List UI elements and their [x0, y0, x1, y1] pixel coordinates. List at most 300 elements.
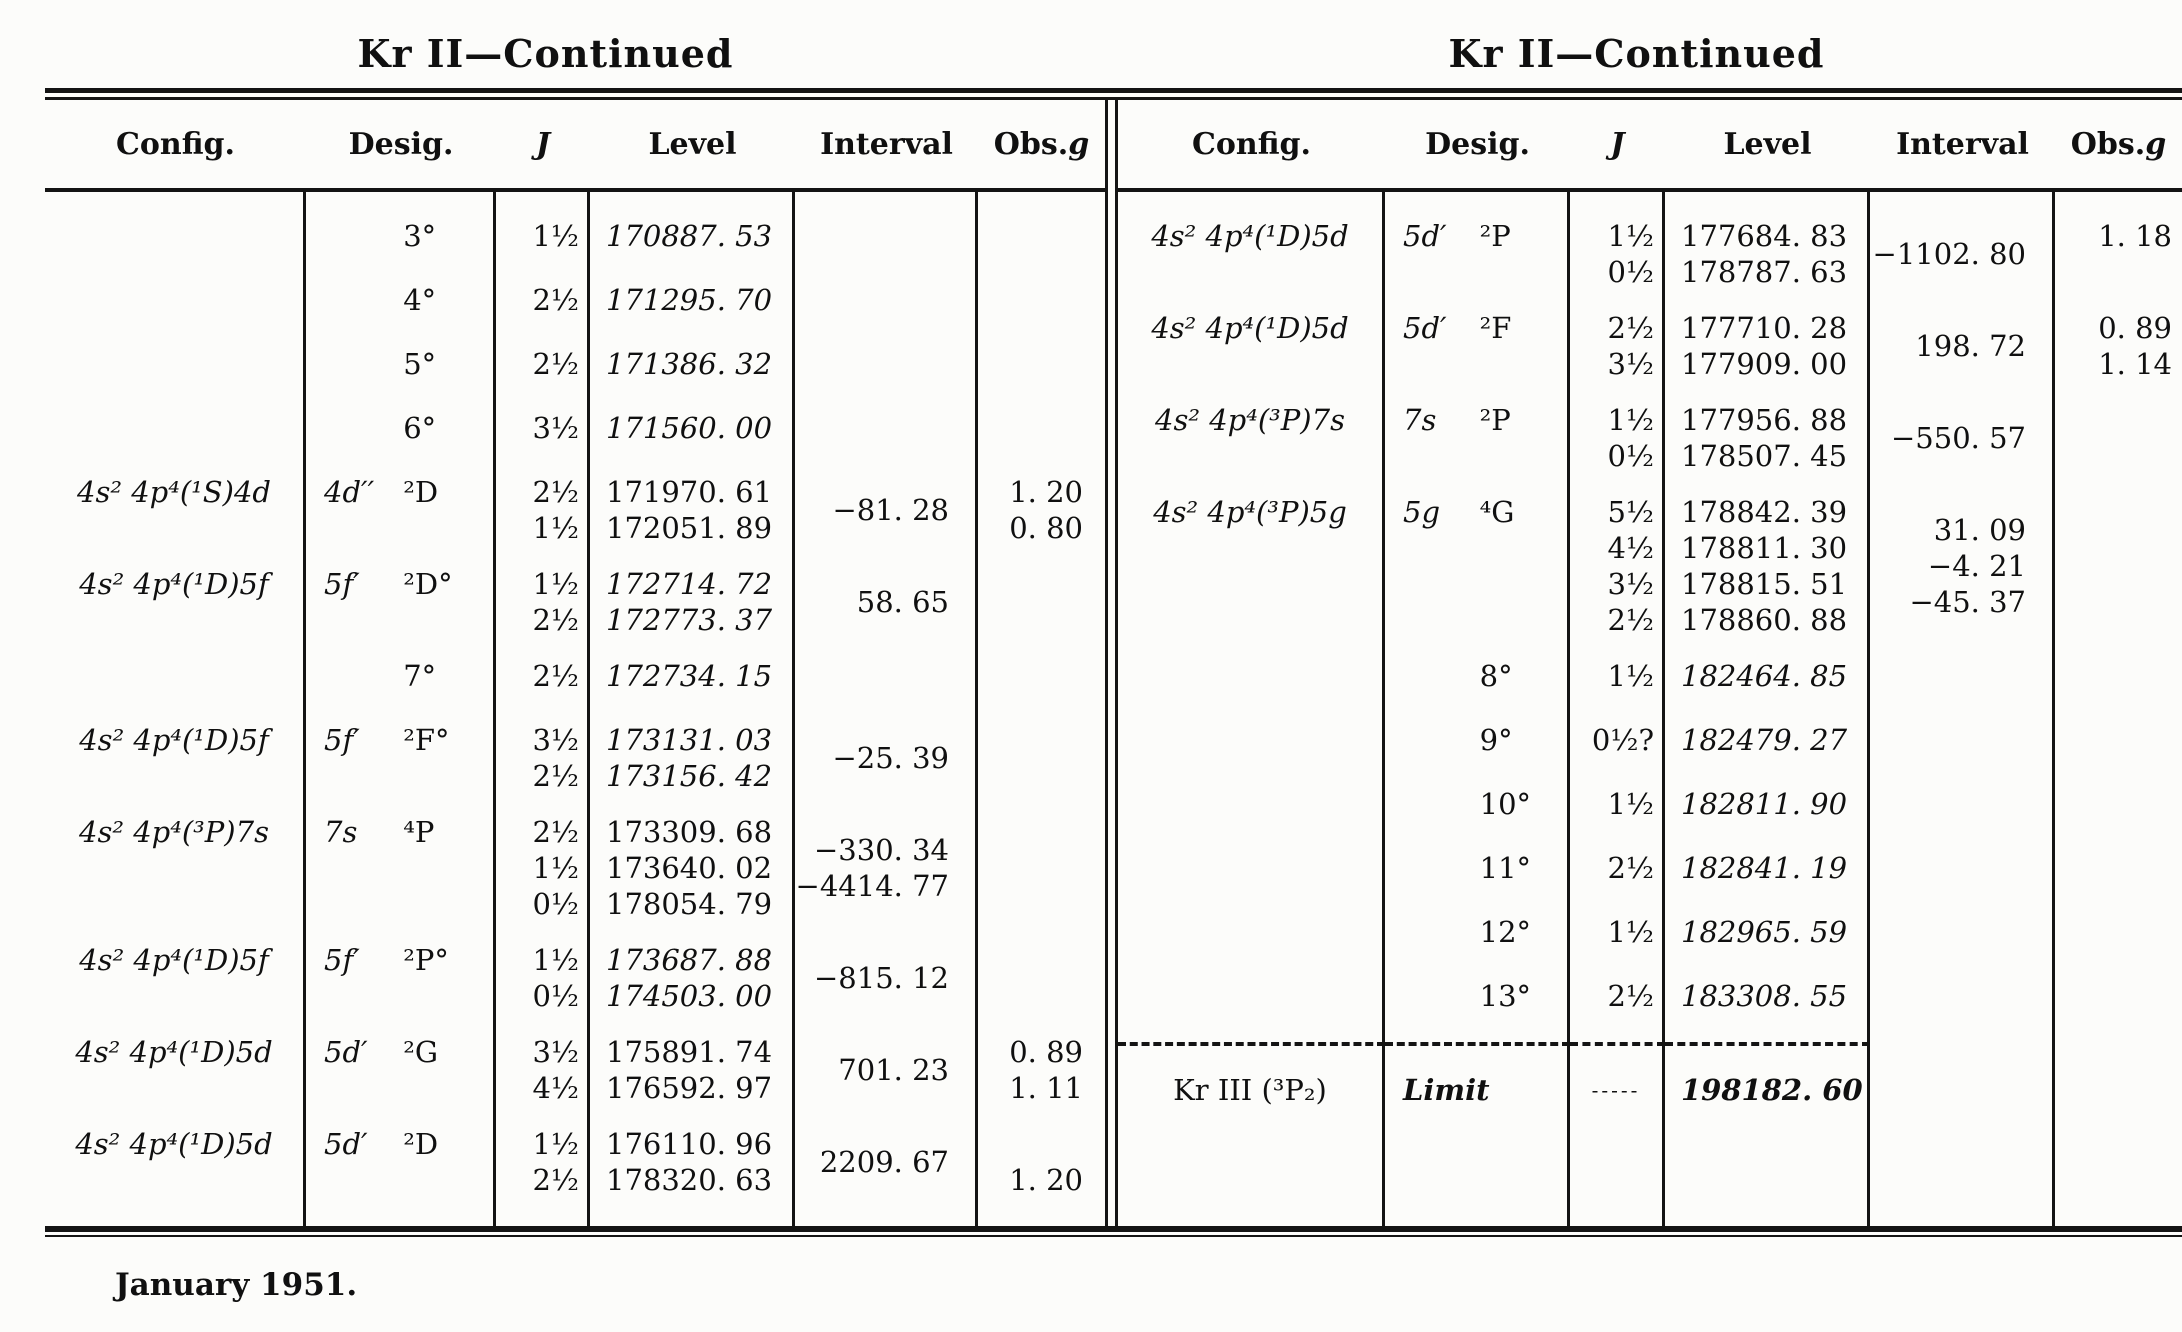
column-header	[1665, 100, 1870, 188]
table-row	[1118, 850, 2182, 914]
kr-ii-table-right	[1118, 100, 2182, 1226]
level-value: 171295. 70	[606, 283, 773, 317]
level-value: 176592. 97	[606, 1071, 773, 1105]
j-value-cell	[1570, 192, 1665, 310]
column-header-label: Config.	[1192, 126, 1311, 162]
config-cell	[45, 346, 306, 410]
j-value: 3½	[1607, 347, 1654, 381]
interval-cell	[1870, 192, 2055, 310]
designation-base: 5d′	[1403, 219, 1447, 253]
designation-cell	[1385, 1072, 1570, 1118]
designation-term: ⁴G	[1479, 495, 1515, 529]
config-cell: 4s² 4p⁴(¹D)5d	[45, 1126, 306, 1218]
level-value: 172051. 89	[606, 511, 773, 545]
level-value: 182841. 19	[1681, 851, 1848, 885]
interval-cell	[1870, 786, 2055, 850]
designation-cell	[306, 1126, 496, 1218]
table-row	[45, 1126, 1105, 1218]
designation-term: ²D°	[403, 567, 453, 601]
level-cell	[590, 346, 795, 410]
j-value: 2½	[532, 603, 579, 637]
j-value: 1½	[532, 567, 579, 601]
level-cell	[590, 814, 795, 942]
level-value: 182479. 27	[1681, 723, 1848, 757]
column-header-label: J	[535, 126, 551, 162]
table-row	[45, 1034, 1105, 1126]
designation-term: 11°	[1479, 851, 1532, 885]
interval-stack	[1870, 310, 2026, 382]
designation-cell	[306, 410, 496, 474]
level-value: 178507. 45	[1681, 439, 1848, 473]
j-value: 3½	[532, 1035, 579, 1069]
interval-cell	[1870, 658, 2055, 722]
interval-cell	[795, 566, 978, 658]
j-value: -----	[1591, 1078, 1641, 1102]
interval-cell	[795, 814, 978, 942]
filler-cell	[45, 1218, 306, 1226]
j-value: 3½	[1607, 567, 1654, 601]
level-cell	[1665, 310, 1870, 402]
designation-cell	[1385, 722, 1570, 786]
column-header-label: J	[1610, 126, 1625, 162]
obs-g-cell	[978, 566, 1105, 658]
obs-g-value	[2055, 254, 2172, 290]
designation-term: ²P	[1479, 403, 1511, 437]
level-value: 173687. 88	[606, 943, 773, 977]
table-header-left	[45, 100, 1105, 192]
footer-date: January 1951.	[115, 1267, 358, 1303]
interval-cell	[1870, 494, 2055, 658]
level-value: 182811. 90	[1681, 787, 1848, 821]
column-header-label-suffix: g	[1068, 126, 1090, 162]
table-row	[1118, 494, 2182, 658]
level-value: 178811. 30	[1681, 531, 1848, 565]
dashed-separator-cell	[1665, 1042, 1870, 1072]
j-value-cell	[496, 346, 590, 410]
filler-cell	[1665, 1118, 1870, 1226]
interval-value: 31. 09	[1933, 513, 2026, 547]
column-header-label: Level	[648, 126, 737, 162]
column-header	[795, 100, 978, 188]
interval-stack	[795, 1034, 949, 1106]
table-title-left: Kr II—Continued	[357, 31, 734, 76]
j-value: 4½	[532, 1071, 579, 1105]
interval-value: −25. 39	[832, 741, 949, 775]
level-value: 173640. 02	[606, 851, 773, 885]
filler-row	[1118, 1118, 2182, 1226]
j-value: 0½	[1607, 255, 1654, 289]
table-row	[1118, 402, 2182, 494]
filler-cell	[496, 1218, 590, 1226]
obs-g-cell	[2055, 786, 2182, 850]
j-value: 2½	[532, 815, 579, 849]
table-row	[1118, 192, 2182, 310]
level-value: 175891. 74	[606, 1035, 773, 1069]
interval-cell	[795, 346, 978, 410]
j-value: 2½	[532, 1163, 579, 1197]
designation-base: Limit	[1403, 1073, 1490, 1107]
designation-term: ²D	[403, 1127, 439, 1161]
bottom-double-rule	[45, 1226, 2182, 1237]
designation-term: ²G	[403, 1035, 439, 1069]
obs-g-cell	[2055, 494, 2182, 658]
level-cell	[590, 566, 795, 658]
designation-cell	[306, 814, 496, 942]
j-value: 2½	[532, 475, 579, 509]
designation-cell	[1385, 786, 1570, 850]
level-cell	[590, 410, 795, 474]
obs-g-value: 0. 80	[1009, 511, 1083, 545]
j-value: 1½	[1607, 915, 1654, 949]
j-value: 2½	[1607, 603, 1654, 637]
interval-cell	[795, 1034, 978, 1126]
obs-g-cell	[2055, 1072, 2182, 1118]
level-value: 178860. 88	[1681, 603, 1848, 637]
obs-g-value: 1. 11	[1009, 1071, 1083, 1105]
table-row	[45, 566, 1105, 658]
designation-base: 4d′′	[324, 475, 375, 509]
column-header-label-suffix: g	[2145, 126, 2167, 162]
interval-cell	[795, 474, 978, 566]
designation-base: 5f′	[324, 943, 360, 977]
designation-base: 5d′	[324, 1035, 368, 1069]
level-cell	[1665, 192, 1870, 310]
j-value-cell	[496, 942, 590, 1034]
obs-g-cell	[2055, 192, 2182, 310]
designation-cell	[306, 346, 496, 410]
obs-g-cell	[2055, 722, 2182, 786]
j-value: 1½	[532, 1127, 579, 1161]
table-row	[1118, 978, 2182, 1042]
j-value: 1½	[1607, 403, 1654, 437]
designation-base: 5f′	[324, 723, 360, 757]
filler-cell	[1870, 1118, 2055, 1226]
interval-value: −45. 37	[1909, 585, 2026, 619]
column-header	[45, 100, 306, 188]
level-value: 178842. 39	[1681, 495, 1848, 529]
j-value: 0½	[532, 979, 579, 1013]
title-row	[0, 0, 2182, 76]
obs-g-value: 0. 89	[2098, 311, 2172, 345]
interval-cell	[1870, 722, 2055, 786]
obs-g-cell	[978, 410, 1105, 474]
config-cell	[45, 282, 306, 346]
config-cell: 4s² 4p⁴(¹D)5d	[45, 1034, 306, 1126]
designation-term: 13°	[1479, 979, 1532, 1013]
level-cell	[1665, 850, 1870, 914]
level-value: 198182. 60	[1681, 1073, 1863, 1107]
obs-g-value: 0. 89	[1009, 1035, 1083, 1069]
designation-cell	[306, 722, 496, 814]
filler-cell	[1570, 1118, 1665, 1226]
level-value: 178320. 63	[606, 1163, 773, 1197]
obs-g-cell	[2055, 978, 2182, 1042]
j-value-cell	[496, 474, 590, 566]
j-value-cell	[496, 1034, 590, 1126]
config-cell: 4s² 4p⁴(³P)5g	[1118, 494, 1385, 658]
tables-container	[45, 100, 2182, 1226]
level-value: 182464. 85	[1681, 659, 1848, 693]
level-cell	[590, 658, 795, 722]
j-value-cell	[496, 566, 590, 658]
designation-cell	[306, 658, 496, 722]
level-cell	[590, 192, 795, 282]
j-value-cell	[1570, 494, 1665, 658]
column-header-label: Obs.	[2070, 126, 2146, 162]
j-value: 2½	[532, 347, 579, 381]
j-value-cell	[1570, 1072, 1665, 1118]
j-value-cell	[1570, 850, 1665, 914]
column-header	[306, 100, 496, 188]
obs-g-cell	[978, 658, 1105, 722]
designation-term: 12°	[1479, 915, 1532, 949]
level-value: 172773. 37	[606, 603, 773, 637]
column-header	[978, 100, 1105, 188]
designation-base: 7s	[1403, 403, 1437, 437]
interval-cell	[795, 282, 978, 346]
interval-value: −550. 57	[1891, 421, 2026, 455]
config-cell	[45, 658, 306, 722]
table-row	[1118, 1042, 2182, 1072]
level-cell	[590, 474, 795, 566]
interval-stack	[1870, 402, 2026, 474]
level-value: 171560. 00	[606, 411, 773, 445]
j-value: 2½	[1607, 979, 1654, 1013]
designation-base: 7s	[324, 815, 358, 849]
designation-term: 9°	[1479, 723, 1513, 757]
filler-cell	[1385, 1118, 1570, 1226]
designation-cell	[306, 474, 496, 566]
obs-g-cell	[978, 942, 1105, 1034]
table-row	[45, 474, 1105, 566]
j-value-cell	[496, 192, 590, 282]
obs-g-cell	[978, 722, 1105, 814]
j-value: 2½	[1607, 851, 1654, 885]
j-value: 1½	[1607, 659, 1654, 693]
obs-g-cell	[2055, 658, 2182, 722]
j-value-cell	[1570, 914, 1665, 978]
interval-stack	[795, 566, 949, 638]
obs-g-cell	[2055, 402, 2182, 494]
interval-cell	[1870, 850, 2055, 914]
top-double-rule	[45, 88, 2182, 100]
table-header-right	[1118, 100, 2182, 192]
interval-cell	[1870, 402, 2055, 494]
config-cell	[1118, 722, 1385, 786]
table-row	[45, 942, 1105, 1034]
j-value-cell	[1570, 658, 1665, 722]
config-cell: 4s² 4p⁴(¹D)5f	[45, 566, 306, 658]
j-value-cell	[1570, 402, 1665, 494]
column-header	[1385, 100, 1570, 188]
designation-term: ²P°	[403, 943, 449, 977]
j-value-cell	[1570, 978, 1665, 1042]
obs-g-cell	[978, 814, 1105, 942]
designation-cell	[306, 282, 496, 346]
table-row	[45, 282, 1105, 346]
j-value-cell	[1570, 310, 1665, 402]
table-row	[1118, 310, 2182, 402]
level-value: 174503. 00	[606, 979, 773, 1013]
interval-cell	[795, 410, 978, 474]
filler-cell	[590, 1218, 795, 1226]
level-cell	[1665, 786, 1870, 850]
column-header	[1570, 100, 1665, 188]
obs-g-value: 1. 20	[1009, 1163, 1083, 1197]
designation-cell	[1385, 658, 1570, 722]
dashed-separator-cell	[2055, 1042, 2182, 1072]
level-value: 173309. 68	[606, 815, 773, 849]
level-value: 172734. 15	[606, 659, 773, 693]
level-cell	[1665, 494, 1870, 658]
column-header	[1118, 100, 1385, 188]
obs-g-cell	[978, 192, 1105, 282]
designation-cell	[1385, 494, 1570, 658]
interval-cell	[795, 1126, 978, 1218]
level-value: 182965. 59	[1681, 915, 1848, 949]
level-cell	[590, 282, 795, 346]
level-value: 176110. 96	[606, 1127, 773, 1161]
config-cell	[1118, 658, 1385, 722]
obs-g-value	[978, 1126, 1083, 1162]
obs-g-value: 1. 20	[1009, 475, 1083, 509]
level-cell	[590, 1126, 795, 1218]
obs-g-cell	[978, 282, 1105, 346]
j-value: 0½	[532, 887, 579, 921]
designation-term: 3°	[403, 219, 437, 253]
config-cell	[1118, 786, 1385, 850]
level-value: 177956. 88	[1681, 403, 1848, 437]
designation-term: ²F°	[403, 723, 450, 757]
interval-value: −81. 28	[832, 493, 949, 527]
j-value: 1½	[532, 511, 579, 545]
interval-stack	[1870, 494, 2026, 638]
filler-cell	[306, 1218, 496, 1226]
designation-cell	[1385, 850, 1570, 914]
table-row	[1118, 914, 2182, 978]
column-header	[590, 100, 795, 188]
obs-g-cell	[2055, 914, 2182, 978]
designation-cell	[1385, 192, 1570, 310]
j-value-cell	[1570, 786, 1665, 850]
table-row	[45, 658, 1105, 722]
level-value: 177684. 83	[1681, 219, 1848, 253]
column-header-label: Desig.	[348, 126, 454, 162]
interval-value: 58. 65	[856, 585, 949, 619]
j-value: 3½	[532, 723, 579, 757]
interval-cell	[795, 942, 978, 1034]
interval-stack	[1870, 218, 2026, 290]
j-value: 2½	[1607, 311, 1654, 345]
column-header-label: Interval	[820, 126, 953, 162]
interval-cell	[1870, 914, 2055, 978]
designation-term: ⁴P	[403, 815, 435, 849]
j-value-cell	[496, 1126, 590, 1218]
column-header-label: Desig.	[1425, 126, 1530, 162]
obs-g-value: 1. 18	[2098, 219, 2172, 253]
interval-value: −815. 12	[814, 961, 949, 995]
j-value: 2½	[532, 759, 579, 793]
column-header	[1870, 100, 2055, 188]
config-cell: 4s² 4p⁴(¹D)5f	[45, 942, 306, 1034]
kr-ii-table-left	[45, 100, 1105, 1226]
interval-stack	[795, 942, 949, 1014]
table-row	[1118, 658, 2182, 722]
interval-stack	[795, 1126, 949, 1198]
designation-term: 7°	[403, 659, 437, 693]
designation-base: 5f′	[324, 567, 360, 601]
obs-g-cell	[978, 474, 1105, 566]
designation-base: 5d′	[324, 1127, 368, 1161]
level-value: 173131. 03	[606, 723, 773, 757]
level-value: 171970. 61	[606, 475, 773, 509]
center-double-rule	[1105, 100, 1118, 1226]
level-value: 177710. 28	[1681, 311, 1848, 345]
dashed-separator-cell	[1385, 1042, 1570, 1072]
level-value: 178815. 51	[1681, 567, 1848, 601]
designation-cell	[1385, 310, 1570, 402]
config-cell: 4s² 4p⁴(¹D)5f	[45, 722, 306, 814]
obs-g-cell	[978, 1126, 1105, 1218]
dashed-separator-cell	[1870, 1042, 2055, 1072]
level-cell	[590, 942, 795, 1034]
config-cell	[45, 192, 306, 282]
column-header-label: Level	[1723, 126, 1812, 162]
j-value: 2½	[532, 659, 579, 693]
interval-value: 198. 72	[1915, 329, 2026, 363]
obs-g-value: 1. 14	[2098, 347, 2172, 381]
config-cell: 4s² 4p⁴(¹D)5d	[1118, 192, 1385, 310]
designation-term: 5°	[403, 347, 437, 381]
level-value: 178787. 63	[1681, 255, 1848, 289]
table-body-right	[1118, 192, 2182, 1226]
j-value: 1½	[1607, 787, 1654, 821]
interval-value: −1102. 80	[1872, 237, 2026, 271]
table-row	[45, 410, 1105, 474]
j-value: 0½	[1607, 439, 1654, 473]
level-value: 170887. 53	[606, 219, 773, 253]
interval-cell	[1870, 978, 2055, 1042]
config-cell: Kr III (³P₂)	[1118, 1072, 1385, 1118]
designation-term: 4°	[403, 283, 437, 317]
j-value: 5½	[1607, 495, 1654, 529]
level-value: 171386. 32	[606, 347, 773, 381]
interval-cell	[795, 192, 978, 282]
config-cell: 4s² 4p⁴(¹D)5d	[1118, 310, 1385, 402]
level-cell	[1665, 1072, 1870, 1118]
obs-g-cell	[2055, 850, 2182, 914]
obs-g-cell	[978, 1034, 1105, 1126]
level-value: 173156. 42	[606, 759, 773, 793]
interval-stack	[795, 474, 949, 546]
config-cell: 4s² 4p⁴(³P)7s	[45, 814, 306, 942]
interval-cell	[795, 658, 978, 722]
column-header-label: Interval	[1896, 126, 2029, 162]
table-row	[1118, 1072, 2182, 1118]
filler-cell	[978, 1218, 1105, 1226]
designation-cell	[306, 942, 496, 1034]
designation-term: 10°	[1479, 787, 1532, 821]
dashed-separator-cell	[1570, 1042, 1665, 1072]
designation-base: 5g	[1403, 495, 1441, 529]
obs-g-cell	[978, 346, 1105, 410]
level-cell	[1665, 722, 1870, 786]
j-value: 4½	[1607, 531, 1654, 565]
designation-cell	[306, 566, 496, 658]
j-value-cell	[1570, 722, 1665, 786]
config-cell	[1118, 850, 1385, 914]
table-row	[1118, 722, 2182, 786]
